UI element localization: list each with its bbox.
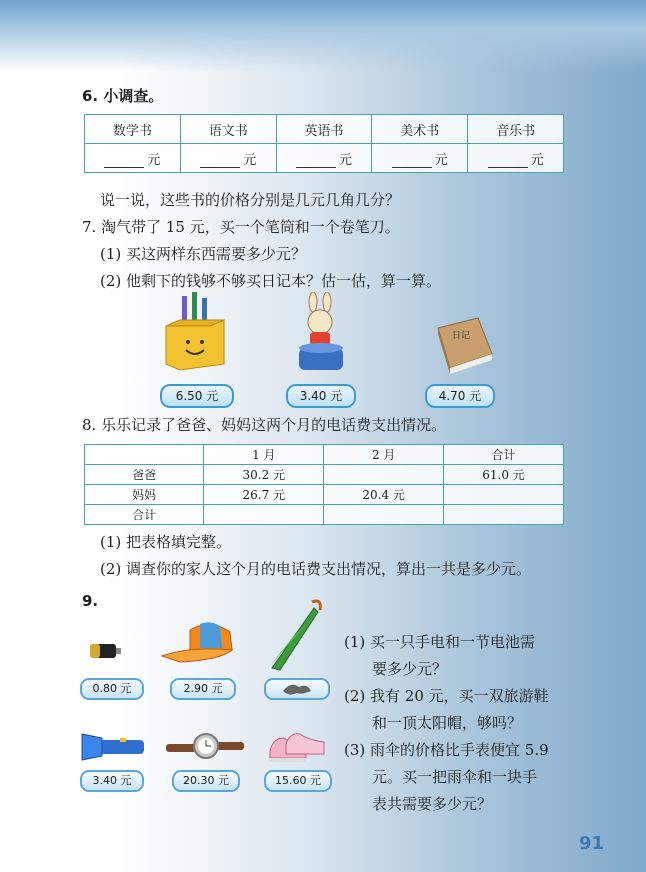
q8-cell[interactable] (444, 505, 564, 525)
q6-header-math: 数学书 (85, 115, 181, 144)
unit-label: 元 (530, 152, 544, 168)
pencil-sharpener-icon (293, 292, 349, 376)
sneakers-price: 15.60 元 (264, 770, 332, 792)
q8-header-jan: 1 月 (204, 445, 324, 465)
q6-prompt: 说一说，这些书的价格分别是几元几角几分？ (100, 191, 401, 209)
q8-table (84, 444, 564, 525)
q9-line-2: 要多少元？ (372, 660, 448, 678)
sneakers-icon (266, 728, 328, 768)
q8-cell[interactable] (324, 465, 444, 485)
diary-icon (430, 316, 494, 376)
q8-cell: 26.7 元 (204, 485, 324, 505)
diary-label: 日记 (452, 331, 471, 341)
pencil-sharpener-price: 3.40 元 (286, 384, 356, 408)
table-row (85, 505, 564, 525)
umbrella-icon (262, 598, 328, 674)
battery-icon (88, 640, 128, 662)
q9-line-3: (2) 我有 20 元，买一双旅游鞋 (344, 687, 549, 705)
q9-line-1: (1) 买一只手电和一节电池需 (344, 633, 536, 651)
unit-label: 元 (243, 152, 257, 168)
q8-cell[interactable] (204, 505, 324, 525)
q8-cell[interactable] (324, 505, 444, 525)
q9-line-7: 表共需要多少元？ (372, 795, 493, 813)
q6-header-chinese: 语文书 (180, 115, 276, 144)
q6-header-music: 音乐书 (468, 115, 564, 144)
q6-answer-cell[interactable] (372, 144, 468, 173)
q6-answer-cell[interactable] (276, 144, 372, 173)
unit-label: 元 (434, 152, 448, 168)
q7-title: 7. 淘气带了 15 元，买一个笔筒和一个卷笔刀。 (82, 218, 400, 236)
flashlight-icon (80, 728, 150, 764)
q8-cell: 20.4 元 (324, 485, 444, 505)
q8-header-blank (85, 445, 204, 465)
watch-price: 20.30 元 (172, 770, 240, 792)
table-row (85, 465, 564, 485)
page-number: 91 (579, 833, 605, 854)
table-row (85, 485, 564, 505)
diary-price: 4.70 元 (425, 384, 495, 408)
sun-hat-icon (160, 620, 244, 666)
q7-sub2: (2) 他剩下的钱够不够买日记本？估一估，算一算。 (100, 272, 442, 290)
q8-cell: 61.0 元 (444, 465, 564, 485)
pencil-holder-icon (162, 292, 228, 374)
q8-header-total: 合计 (444, 445, 564, 465)
sun-hat-price: 2.90 元 (170, 678, 236, 700)
q9-line-6: 元。买一把雨伞和一块手 (372, 768, 538, 786)
q8-row-label: 妈妈 (85, 485, 204, 505)
q8-row-label: 爸爸 (85, 465, 204, 485)
q6-answer-cell[interactable] (468, 144, 564, 173)
q9-line-4: 和一顶太阳帽，够吗？ (372, 714, 523, 732)
q8-sub1: (1) 把表格填完整。 (100, 533, 232, 551)
q8-cell: 30.2 元 (204, 465, 324, 485)
q6-header-english: 英语书 (276, 115, 372, 144)
q9-line-5: (3) 雨伞的价格比手表便宜 5.9 (344, 741, 549, 759)
q8-title: 8. 乐乐记录了爸爸、妈妈这两个月的电话费支出情况。 (82, 416, 447, 434)
flashlight-price: 3.40 元 (80, 770, 144, 792)
pencil-holder-price: 6.50 元 (160, 384, 234, 408)
q6-answer-cell[interactable] (85, 144, 181, 173)
header-band (0, 0, 646, 72)
unit-label: 元 (338, 152, 352, 168)
q8-header-feb: 2 月 (324, 445, 444, 465)
watch-icon (166, 730, 246, 766)
q8-sub2: (2) 调查你的家人这个月的电话费支出情况，算出一共是多少元。 (100, 560, 532, 578)
q6-answer-cell[interactable] (180, 144, 276, 173)
battery-price: 0.80 元 (80, 678, 144, 700)
q8-cell[interactable] (444, 485, 564, 505)
q7-sub1: (1) 买这两样东西需要多少元？ (100, 245, 307, 263)
q8-row-label: 合计 (85, 505, 204, 525)
umbrella-price (264, 678, 330, 700)
q9-title: 9. (82, 592, 99, 610)
smudge-icon (277, 681, 317, 697)
q6-header-art: 美术书 (372, 115, 468, 144)
q6-title: 6. 小调查。 (82, 87, 164, 105)
unit-label: 元 (147, 152, 161, 168)
q6-table (84, 114, 564, 173)
